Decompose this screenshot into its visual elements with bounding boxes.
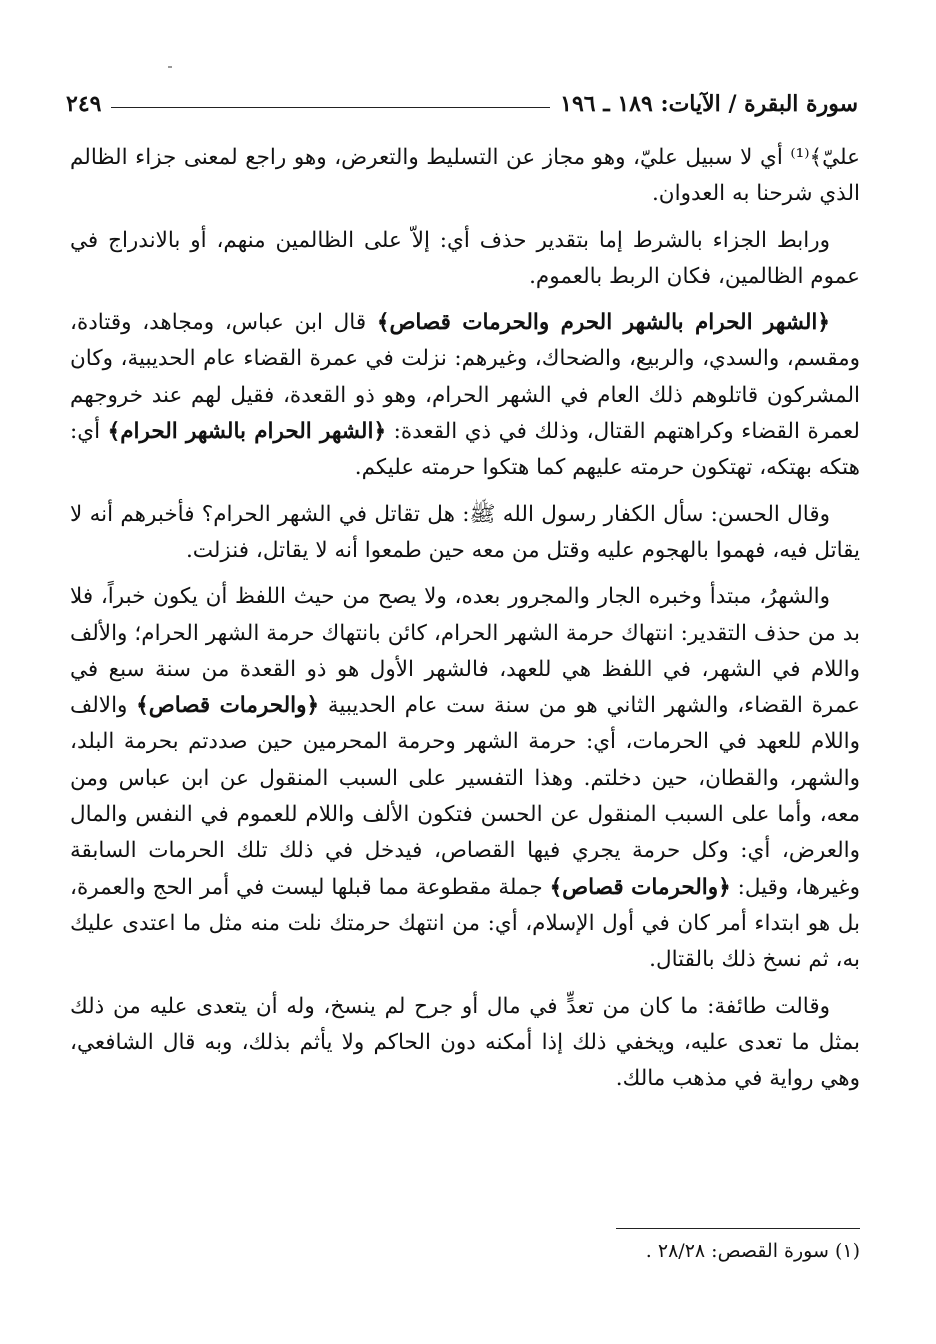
footnote-rule <box>616 1228 860 1229</box>
main-text <box>70 140 860 1107</box>
paragraph-text: أي: هتكه بهتكه، تهتكون حرمته عليهم كما هتكوا حرمته عليكم. <box>70 419 860 481</box>
paragraph <box>70 140 860 213</box>
paragraph-text: قال ابن عباس، ومجاهد، وقتادة، ومقسم، والسدي، والربيع، والضحاك، وغيرهم: نزلت في عمرة القضاء عام الحديبية، وكان المشركون قاتلوهم ذلك العام في الشهر الحرام، وهو ذو القعدة، فقيل لهم عند خروجهم لعمرة القضاء وكراهتهم القتال، وذلك في ذي القعدة: <box>70 310 860 445</box>
running-header <box>66 86 858 122</box>
quran-verse: ﴿الشهر الحرام بالشهر الحرم والحرمات قصاص﴾ <box>376 310 830 336</box>
page-number: ٢٤٩ <box>66 91 102 117</box>
footnote: (١) سورة القصص: ٢٨/٢٨ . <box>645 1240 860 1262</box>
quran-verse: ﴿الشهر الحرام بالشهر الحرام﴾ <box>107 419 387 445</box>
paragraph-text: والالف واللام للعهد في الحرمات، أي: حرمة الشهر وحرمة المحرمين حين صددتم بحرمة البلد، والشهر، والقطان، حين دخلتم. وهذا التفسير على السبب المنقول عن ابن عباس ومن معه، وأما على السبب المنقول عن الحسن فتكون الألف واللام للعموم في النفس والمال والعرض، أي: وكل حرمة يجري فيها القصاص، فيدخل في ذلك تلك الحرمات السابقة وغيرها، وقيل: <box>70 693 860 900</box>
header-rule <box>111 107 550 108</box>
scan-speck <box>168 66 172 68</box>
paragraph-text: عليّ﴾⁽¹⁾ أي لا سبيل عليّ، وهو مجاز عن التسليط والتعرض، وهو راجع لمعنى جزاء الظالم الذي شرحنا به العدوان. <box>70 145 860 207</box>
header-title: سورة البقرة / الآيات: ١٨٩ ـ ١٩٦ <box>560 91 858 117</box>
paragraph-text: ورابط الجزاء بالشرط إما بتقدير حذف أي: إلاّ على الظالمين منهم، أو بالاندراج في عموم الظالمين، فكان الربط بالعموم. <box>70 227 860 289</box>
paragraph <box>70 497 860 570</box>
paragraph-text: جملة مقطوعة مما قبلها ليست في أمر الحج والعمرة، بل هو ابتداء أمر كان في أول الإسلام، أي: من انتهك حرمتك نلت منه مثل ما اعتدى عليك به، ثم نسخ ذلك بالقتال. <box>70 874 860 973</box>
paragraph <box>70 223 860 296</box>
paragraph <box>70 579 860 978</box>
paragraph-text: وقالت طائفة: ما كان من تعدٍّ في مال أو جرح لم ينسخ، وله أن يتعدى عليه من ذلك بمثل ما تعدى عليه، ويخفي ذلك إذا أمكنه دون الحاكم ولا يأثم بذلك، وبه قال الشافعي، وهي رواية في مذهب مالك. <box>70 993 860 1092</box>
paragraph <box>70 989 860 1098</box>
quran-verse: ﴿والحرمات قصاص﴾ <box>549 874 731 900</box>
paragraph-text: وقال الحسن: سأل الكفار رسول الله ﷺ: هل تقاتل في الشهر الحرام؟ فأخبرهم أنه لا يقاتل فيه، فهموا بالهجوم عليه وقتل من معه حين طمعوا أنه لا يقاتل، فنزلت. <box>70 501 860 563</box>
paragraph <box>70 305 860 486</box>
quran-verse: ﴿والحرمات قصاص﴾ <box>136 693 320 719</box>
paragraph-text: والشهرُ، مبتدأ وخبره الجار والمجرور بعده، ولا يصح من حيث اللفظ أن يكون خبراً، فلا بد من حذف التقدير: انتهاك حرمة الشهر الحرام، كائن بانتهاك حرمة الشهر الحرام؛ والألف واللام في الشهر، في اللفظ هي للعهد، فالشهر الأول هو ذو القعدة من سنة سبع في عمرة القضاء، والشهر الثاني هو من سنة ست عام الحديبية <box>70 584 860 719</box>
